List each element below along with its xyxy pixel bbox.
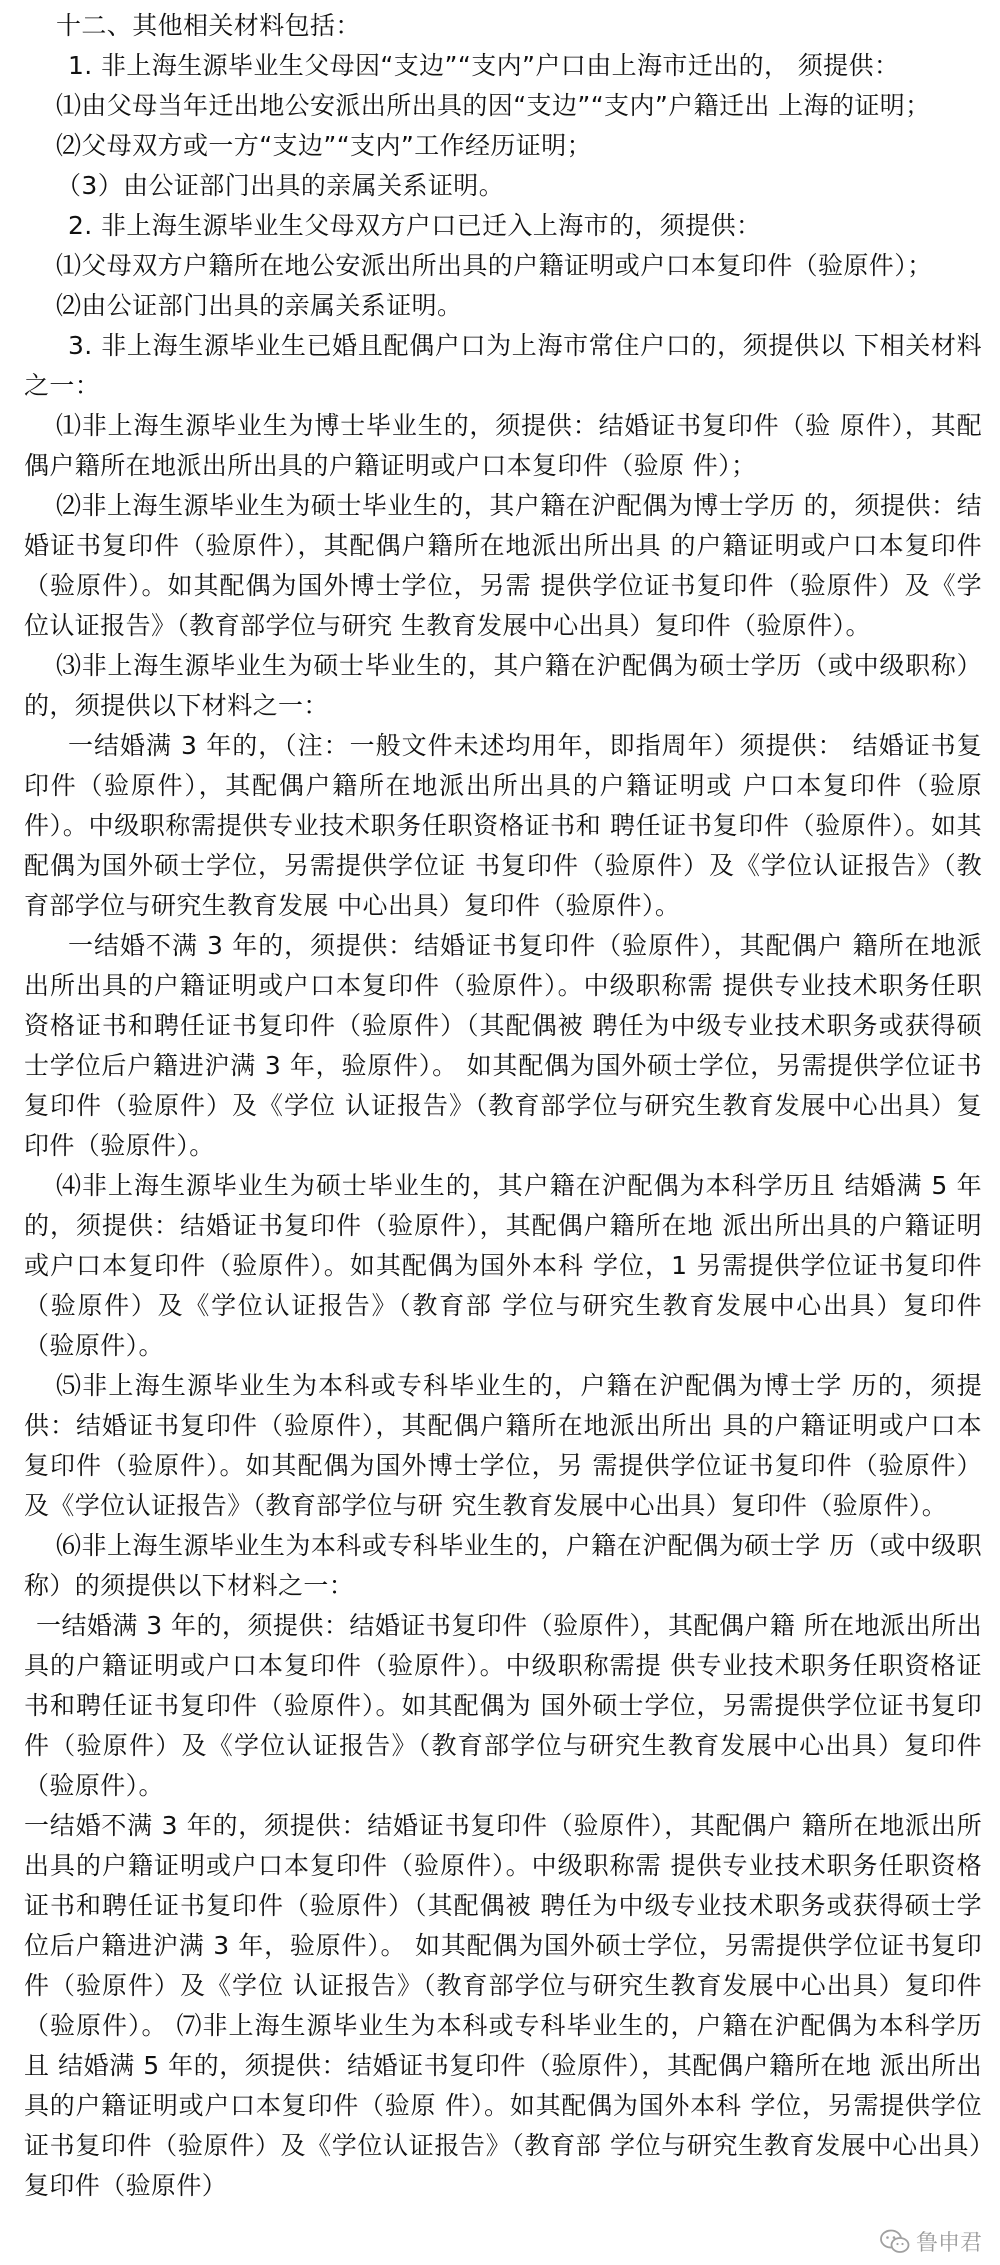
- item-3-sub-1: ⑴非上海生源毕业生为博士毕业生的，须提供：结婚证书复印件（验 原件），其配偶户籍所在地派出所出具的户籍证明或户口本复印件（验原 件）；: [24, 411, 982, 480]
- item-3-sub-5: ⑸非上海生源毕业生为本科或专科毕业生的，户籍在沪配偶为博士学 历的，须提供：结婚证书复印件（验原件），其配偶户籍所在地派出所出 具的户籍证明或户口本复印件（验原件）。如其配偶为国外博士学位，另 需提供学位证书复印件（验原件）及《学位认证报告》（教育部学位与研 究生教育发展中心出具）复印件（验原件）。: [24, 1371, 982, 1520]
- item-3-sub-4: ⑷非上海生源毕业生为硕士毕业生的，其户籍在沪配偶为本科学历且 结婚满 5 年的，须提供：结婚证书复印件（验原件），其配偶户籍所在地 派出所出具的户籍证明或户口本复印件（验原件）。如其配偶为国外本科 学位，1 另需提供学位证书复印件（验原件）及《学位认证报告》（教育部 学位与研究生教育发展中心出具）复印件（验原件）。: [24, 1171, 982, 1360]
- item-2-sub-1: ⑴父母双方户籍所在地公安派出所出具的户籍证明或户口本复印件（验原件）；: [56, 251, 933, 280]
- item-1-sub-3: （3）由公证部门出具的亲属关系证明。: [56, 171, 505, 200]
- item-3-sub-3-case-married-under-3y: 一结婚不满 3 年的，须提供：结婚证书复印件（验原件），其配偶户 籍所在地派出所出具的户籍证明或户口本复印件（验原件）。中级职称需 提供专业技术职务任职资格证书和聘任证书复印件（验原件）（其配偶被 聘任为中级专业技术职务或获得硕士学位后户籍进沪满 3 年，验原件）。 如其配偶为国外硕士学位，另需提供学位证书复印件（验原件）及《学位 认证报告》（教育部学位与研究生教育发展中心出具）复印件（验原件）。: [24, 931, 982, 1160]
- item-2-sub-2: ⑵由公证部门出具的亲属关系证明。: [56, 291, 463, 320]
- item-3-sub-6-case-married-3y: 一结婚满 3 年的，须提供：结婚证书复印件（验原件），其配偶户籍 所在地派出所出具的户籍证明或户口本复印件（验原件）。中级职称需提 供专业技术职务任职资格证书和聘任证书复印件（验原件）。如其配偶为 国外硕士学位，另需提供学位证书复印件（验原件）及《学位认证报告》（教育部学位与研究生教育发展中心出具）复印件（验原件）。: [24, 1611, 982, 1800]
- item-1-heading: 1. 非上海生源毕业生父母因“支边”“支内”户口由上海市迁出的， 须提供：: [68, 51, 900, 80]
- item-1-sub-2: ⑵父母双方或一方“支边”“支内”工作经历证明；: [56, 131, 593, 160]
- item-3-sub-6-case-married-under-3y: 一结婚不满 3 年的，须提供：结婚证书复印件（验原件），其配偶户 籍所在地派出所出具的户籍证明或户口本复印件（验原件）。中级职称需 提供专业技术职务任职资格证书和聘任证书复印件（验原件）（其配偶被 聘任为中级专业技术职务或获得硕士学位后户籍进沪满 3 年，验原件）。 如其配偶为国外硕士学位，另需提供学位证书复印件（验原件）及《学位 认证报告》（教育部学位与研究生教育发展中心出具）复印件（验原件）。 ⑺非上海生源毕业生为本科或专科毕业生的，户籍在沪配偶为本科学历且 结婚满 5 年的，须提供：结婚证书复印件（验原件），其配偶户籍所在地 派出所出具的户籍证明或户口本复印件（验原 件）。如其配偶为国外本科 学位，另需提供学位证书复印件（验原件）及《学位认证报告》（教育部 学位与研究生教育发展中心出具）复印件（验原件）: [24, 1811, 982, 2200]
- item-3-sub-2: ⑵非上海生源毕业生为硕士毕业生的，其户籍在沪配偶为博士学历 的，须提供：结婚证书复印件（验原件），其配偶户籍所在地派出所出具 的户籍证明或户口本复印件（验原件）。如其配偶为国外博士学位，另需 提供学位证书复印件（验原件）及《学位认证报告》（教育部学位与研究 生教育发展中心出具）复印件（验原件）。: [24, 491, 982, 640]
- wechat-icon: [880, 2229, 910, 2255]
- item-3-sub-3-case-married-3y: 一结婚满 3 年的，（注：一般文件未述均用年，即指周年）须提供： 结婚证书复印件（验原件），其配偶户籍所在地派出所出具的户籍证明或 户口本复印件（验原件）。中级职称需提供专业技术职务任职资格证书和 聘任证书复印件（验原件）。如其配偶为国外硕士学位，另需提供学位证 书复印件（验原件）及《学位认证报告》（教育部学位与研究生教育发展 中心出具）复印件（验原件）。: [24, 731, 982, 920]
- section-heading: 十二、其他相关材料包括：: [56, 11, 361, 40]
- item-3-heading: 3. 非上海生源毕业生已婚且配偶户口为上海市常住户口的，须提供以 下相关材料之一：: [24, 331, 982, 400]
- watermark: [880, 2226, 982, 2257]
- item-3-sub-6: ⑹非上海生源毕业生为本科或专科毕业生的，户籍在沪配偶为硕士学 历（或中级职称）的须提供以下材料之一：: [24, 1531, 982, 1600]
- item-2-heading: 2. 非上海生源毕业生父母双方户口已迁入上海市的，须提供：: [68, 211, 762, 240]
- watermark-text: 鲁申君: [915, 2231, 982, 2256]
- item-3-sub-3: ⑶非上海生源毕业生为硕士毕业生的，其户籍在沪配偶为硕士学历（或中级职称）的，须提供以下材料之一：: [24, 651, 982, 720]
- item-1-sub-1: ⑴由父母当年迁出地公安派出所出具的因“支边”“支内”户籍迁出 上海的证明；: [56, 91, 931, 120]
